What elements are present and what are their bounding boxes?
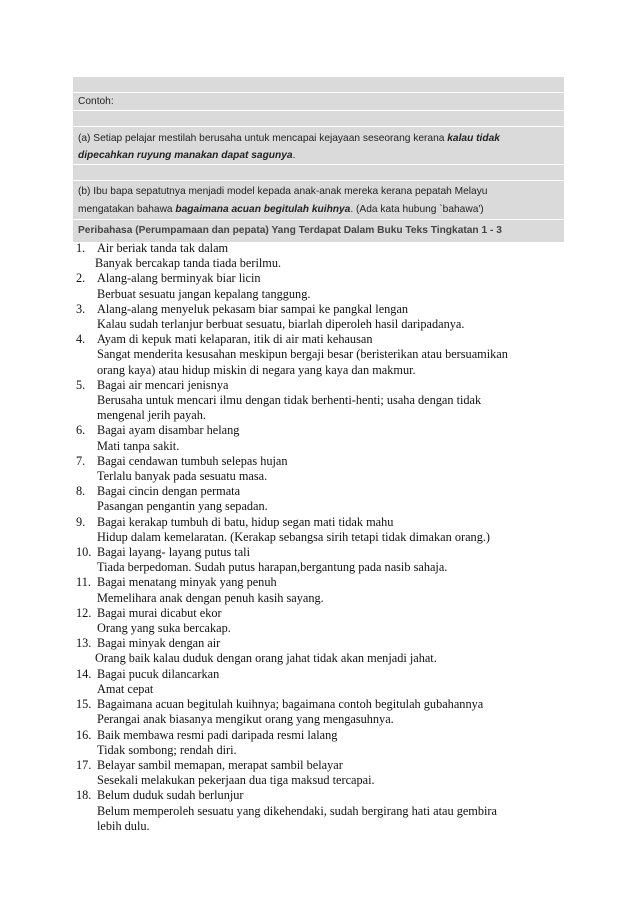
item-number: 9. bbox=[76, 514, 86, 529]
proverb-meaning: Berusaha untuk mencari ilmu dengan tidak berhenti-henti; usaha dengan tidak bbox=[97, 393, 482, 408]
proverb-meaning: Tiada berpedoman. Sudah putus harapan,bergantung pada nasib sahaja. bbox=[97, 560, 448, 575]
proverb-text: Ayam di kepuk mati kelaparan, itik di air mati kehausan bbox=[97, 332, 373, 347]
item-number: 6. bbox=[76, 423, 86, 438]
list-item bbox=[76, 636, 556, 666]
item-number: 5. bbox=[76, 377, 86, 392]
item-number: 8. bbox=[76, 484, 86, 499]
peribahasa-list bbox=[76, 241, 556, 834]
list-item bbox=[76, 484, 556, 514]
table-top-band bbox=[73, 77, 564, 92]
proverb-meaning: Amat cepat bbox=[97, 681, 154, 696]
list-item bbox=[76, 271, 556, 301]
example-a-proverb-part2: dipecahkan ruyung manakan dapat sagunya bbox=[78, 150, 293, 161]
example-a bbox=[73, 127, 564, 164]
proverb-text: Bagai layang- layang putus tali bbox=[97, 545, 250, 560]
proverb-meaning: Belum memperoleh sesuatu yang dikehendaki, sudah bergirang hati atau gembira bbox=[97, 803, 497, 818]
proverb-meaning: Sesekali melakukan pekerjaan dua tiga maksud tercapai. bbox=[97, 773, 375, 788]
list-item bbox=[76, 697, 556, 727]
proverb-text: Bagai murai dicabut ekor bbox=[97, 605, 222, 620]
proverb-meaning: Pasangan pengantin yang sepadan. bbox=[97, 499, 268, 514]
example-a-text: (a) Setiap pelajar mestilah berusaha untuk mencapai kejayaan seseorang kerana bbox=[78, 133, 448, 144]
section-heading: Peribahasa (Perumpamaan dan pepata) Yang Terdapat Dalam Buku Teks Tingkatan 1 - 3 bbox=[78, 225, 502, 236]
proverb-text: Air beriak tanda tak dalam bbox=[97, 241, 229, 255]
list-item bbox=[76, 241, 556, 271]
proverb-text: Bagai minyak dengan air bbox=[97, 636, 221, 651]
proverb-text: Bagaimana acuan begitulah kuihnya; bagaimana contoh begitulah gubahannya bbox=[97, 697, 484, 712]
proverb-text: Belum duduk sudah berlunjur bbox=[97, 788, 244, 803]
list-item bbox=[76, 332, 556, 378]
item-number: 4. bbox=[76, 332, 86, 347]
proverb-text: Bagai air mencari jenisnya bbox=[97, 377, 229, 392]
list-item bbox=[76, 545, 556, 575]
list-item bbox=[76, 758, 556, 788]
example-a-period: . bbox=[292, 150, 296, 161]
proverb-meaning-continued: mengenal jerih payah. bbox=[97, 408, 206, 423]
proverb-meaning: Memelihara anak dengan penuh kasih sayang. bbox=[97, 590, 324, 605]
example-a-proverb-part1: kalau tidak bbox=[447, 133, 500, 144]
proverb-text: Bagai menatang minyak yang penuh bbox=[97, 575, 277, 590]
item-number: 3. bbox=[76, 301, 86, 316]
list-item bbox=[76, 606, 556, 636]
list-item bbox=[76, 728, 556, 758]
item-number: 2. bbox=[76, 271, 86, 286]
list-item bbox=[76, 575, 556, 605]
item-number: 7. bbox=[76, 453, 86, 468]
item-number: 15. bbox=[76, 697, 92, 712]
examples-table bbox=[73, 77, 564, 242]
table-empty-row bbox=[73, 111, 564, 126]
proverb-meaning: Mati tanpa sakit. bbox=[97, 438, 180, 453]
proverb-text: Bagai cincin dengan permata bbox=[97, 484, 241, 499]
list-item bbox=[76, 378, 556, 424]
proverb-meaning: Tidak sombong; rendah diri. bbox=[97, 742, 237, 757]
proverb-meaning: Orang baik kalau duduk dengan orang jahat tidak akan menjadi jahat. bbox=[95, 651, 437, 666]
example-b bbox=[73, 181, 564, 219]
list-item bbox=[76, 515, 556, 545]
proverb-text: Bagai kerakap tumbuh di batu, hidup segan mati tidak mahu bbox=[97, 514, 394, 529]
item-number: 17. bbox=[76, 757, 92, 772]
proverb-text: Bagai pucuk dilancarkan bbox=[97, 666, 220, 681]
item-number: 18. bbox=[76, 788, 92, 803]
proverb-meaning: Sangat menderita kesusahan meskipun bergaji besar (beristerikan atau bersuamikan bbox=[97, 347, 508, 362]
list-item bbox=[76, 788, 556, 834]
item-number: 11. bbox=[76, 575, 91, 590]
example-b-note: . (Ada kata hubung `bahawa') bbox=[350, 204, 484, 215]
proverb-meaning: Terlalu banyak pada sesuatu masa. bbox=[97, 469, 268, 484]
proverb-meaning: Berbuat sesuatu jangan kepalang tanggung. bbox=[97, 286, 311, 301]
proverb-text: Bagai ayam disambar helang bbox=[97, 423, 240, 438]
list-item bbox=[76, 423, 556, 453]
table-empty-row bbox=[73, 165, 564, 180]
contoh-label: Contoh: bbox=[78, 96, 114, 107]
item-number: 12. bbox=[76, 605, 92, 620]
item-number: 10. bbox=[76, 545, 92, 560]
list-item bbox=[76, 667, 556, 697]
proverb-meaning: Banyak bercakap tanda tiada berilmu. bbox=[95, 256, 282, 271]
example-b-proverb: bagaimana acuan begitulah kuihnya bbox=[175, 204, 351, 215]
item-number: 14. bbox=[76, 666, 92, 681]
proverb-meaning: Perangai anak biasanya mengikut orang yang mengasuhnya. bbox=[97, 712, 394, 727]
proverb-text: Baik membawa resmi padi daripada resmi lalang bbox=[97, 727, 338, 742]
proverb-text: Belayar sambil memapan, merapat sambil belayar bbox=[97, 757, 343, 772]
proverb-meaning-continued: orang kaya) atau hidup miskin di negara yang kaya dan makmur. bbox=[97, 362, 416, 377]
proverb-text: Alang-alang berminyak biar licin bbox=[97, 271, 261, 286]
item-number: 16. bbox=[76, 727, 92, 742]
proverb-text: Bagai cendawan tumbuh selepas hujan bbox=[97, 453, 288, 468]
item-number: 13. bbox=[76, 636, 92, 651]
list-item bbox=[76, 302, 556, 332]
proverb-meaning: Orang yang suka bercakap. bbox=[97, 621, 231, 636]
example-b-text: mengatakan bahawa bbox=[78, 204, 176, 215]
proverb-meaning: Hidup dalam kemelaratan. (Kerakap sebangsa sirih tetapi tidak dimakan orang.) bbox=[97, 529, 491, 544]
item-number: 1. bbox=[76, 241, 86, 255]
proverb-meaning: Kalau sudah terlanjur berbuat sesuatu, biarlah diperoleh hasil daripadanya. bbox=[97, 317, 465, 332]
list-item bbox=[76, 454, 556, 484]
proverb-meaning-continued: lebih dulu. bbox=[97, 818, 150, 833]
proverb-text: Alang-alang menyeluk pekasam biar sampai ke pangkal lengan bbox=[97, 301, 409, 316]
example-b-line1: (b) Ibu bapa sepatutnya menjadi model kepada anak-anak mereka kerana pepatah Melayu bbox=[78, 186, 488, 197]
